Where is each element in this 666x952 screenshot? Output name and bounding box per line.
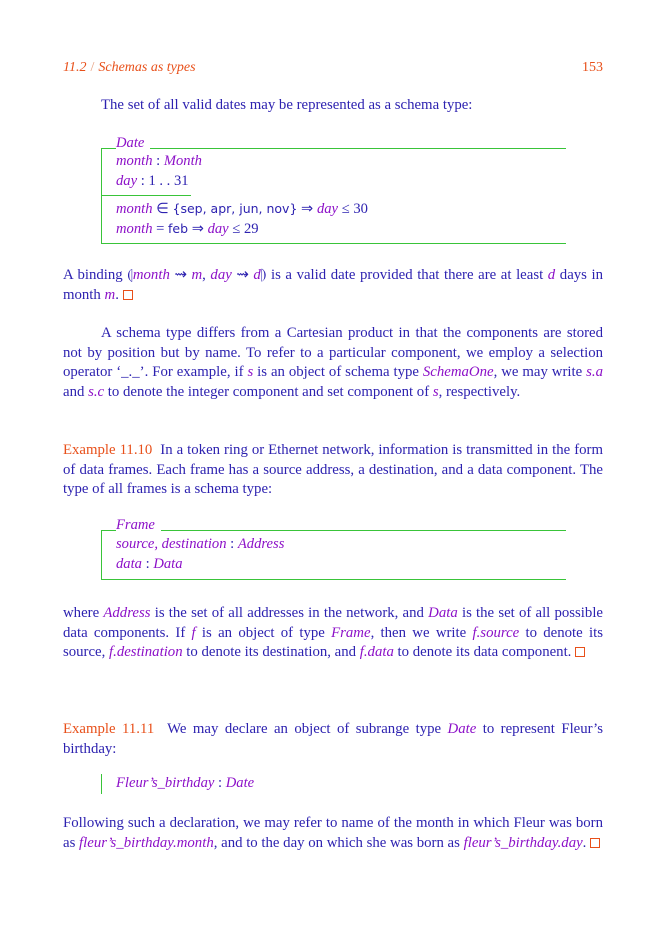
schema-left-rule [101,148,102,244]
intro-paragraph: The set of all valid dates may be represented as a schema type: [101,97,473,113]
running-header [63,60,196,76]
end-of-proof-box [123,290,133,300]
binding-paragraph: A binding ⦇month ⇝ m, day ⇝ d⦈ is a valid date provided that there are at least d days in month m. [63,267,604,303]
schema-predicate: month ∈ {sep, apr, jun, nov} ⇒ day ≤ 30 [116,201,368,217]
schema-top-rule [101,148,566,149]
schema-bottom-rule [101,579,566,580]
final-paragraph: Following such a declaration, we may refer to name of the month in which Fleur was born as fleur’s_birthday.month, and to the day on which she was born as fleur’s_birthday.day. [63,815,603,851]
example-label: Example 11.11 [63,721,155,737]
schema-bottom-rule [101,243,566,244]
schema-declaration: data : Data [116,556,183,572]
birthday-declaration: Fleur’s_birthday : Date [101,774,566,796]
frame-schema-box [101,519,566,583]
declaration-rule [101,774,102,794]
schema-top-rule [101,530,566,531]
example-label: Example 11.10 [63,442,153,458]
page-number: 153 [582,60,603,75]
example-11-10: Example 11.10 In a token ring or Ethernet network, information is transmitted in the form of data frames. Each frame has a source address, a destination, and a data component. The type of all frames is a schema type: [63,442,603,497]
schema-predicate: month = feb ⇒ day ≤ 29 [116,221,259,237]
header-separator: / [90,60,95,75]
schema-name: Frame [116,517,161,534]
schema-left-rule [101,530,102,580]
schema-divider [101,195,191,196]
schema-declaration: source, destination : Address [116,536,285,552]
schema-type-paragraph: A schema type differs from a Cartesian product in that the components are stored not by position but by name. To refer to a particular component, we employ a selection operator ‘_._’. For example, if s is an object of schema type SchemaOne, we may write s.a and s.c to denote the integer component and set component of s, respectively. [63,325,603,400]
date-schema-box [101,136,566,246]
section-number: 11.2 [63,60,87,75]
section-title: Schemas as types [98,60,196,75]
example-11-11: Example 11.11 We may declare an object of subrange type Date to represent Fleur’s birthday: [63,721,603,757]
schema-name: Date [116,135,150,152]
schema-declaration: day : 1 . . 31 [116,173,189,189]
where-paragraph: where Address is the set of all addresses in the network, and Data is the set of all possible data components. If f is an object of type Frame, then we write f.source to denote its source, f.destination to denote its destination, and f.data to denote its data component. [63,605,603,660]
end-of-proof-box [575,647,585,657]
schema-declaration: month : Month [116,153,202,169]
end-of-proof-box [590,838,600,848]
